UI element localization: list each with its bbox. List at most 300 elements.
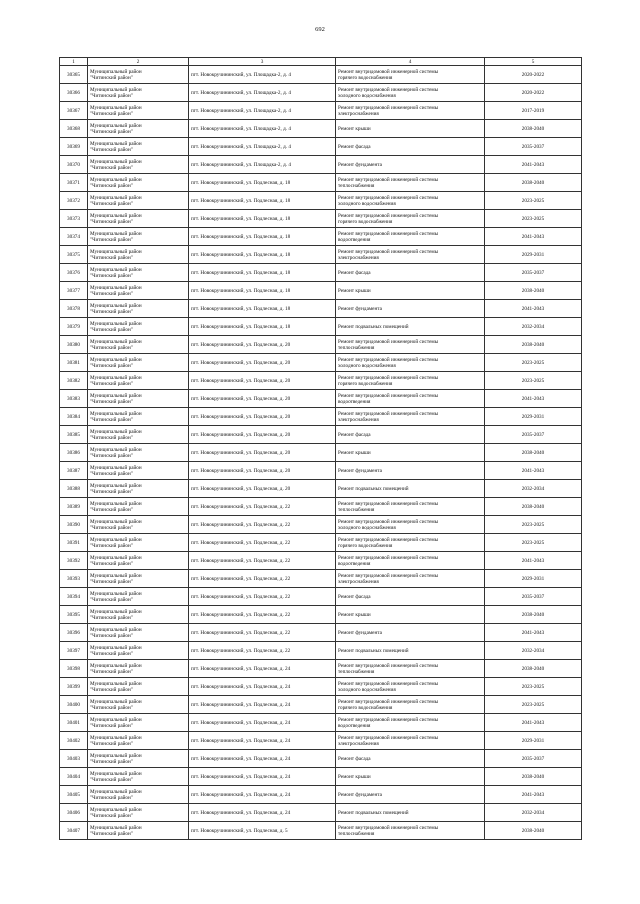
- municipality-line: "Читинский район": [90, 128, 133, 135]
- planned-period-cell: 2041-2043: [485, 552, 582, 570]
- address-cell: пгт. Новокручининский, ул. Подлесная, д. 20: [189, 426, 336, 444]
- row-number-cell: 30398: [60, 660, 88, 678]
- municipality-cell: [88, 426, 189, 444]
- planned-period-cell: 2041-2043: [485, 300, 582, 318]
- work-type-cell: [336, 138, 485, 156]
- municipality-cell: [88, 786, 189, 804]
- work-type-line: холодного водоснабжения: [338, 362, 396, 369]
- planned-period-cell: 2023-2025: [485, 354, 582, 372]
- address-cell: пгт. Новокручининский, ул. Подлесная, д. 18: [189, 192, 336, 210]
- address-cell: пгт. Новокручининский, ул. Подлесная, д. 18: [189, 300, 336, 318]
- work-type-cell: [336, 804, 485, 822]
- municipality-line: "Читинский район": [90, 542, 133, 549]
- municipality-line: Муниципальный район: [90, 356, 142, 363]
- municipality-cell: [88, 138, 189, 156]
- work-type-line: электроснабжения: [338, 110, 379, 117]
- municipality-line: Муниципальный район: [90, 338, 142, 345]
- work-type-cell: [336, 210, 485, 228]
- address-cell: пгт. Новокручининский, ул. Подлесная, д. 24: [189, 696, 336, 714]
- table-row: [60, 570, 582, 588]
- work-type-line: Ремонт внутридомовой инженерной системы: [338, 212, 439, 219]
- work-type-line: электроснабжения: [338, 416, 379, 423]
- address-cell: пгт. Новокручининский, ул. Подлесная, д. 20: [189, 354, 336, 372]
- work-type-cell: [336, 480, 485, 498]
- planned-period-cell: 2023-2025: [485, 516, 582, 534]
- municipality-line: "Читинский район": [90, 164, 133, 171]
- work-type-cell: [336, 426, 485, 444]
- address-cell: пгт. Новокручининский, ул. Площадка-2, д. 4: [189, 84, 336, 102]
- planned-period-cell: 2038-2040: [485, 444, 582, 462]
- municipality-line: "Читинский район": [90, 254, 133, 261]
- row-number-cell: 30370: [60, 156, 88, 174]
- municipality-line: "Читинский район": [90, 524, 133, 531]
- work-type-cell: [336, 84, 485, 102]
- municipality-line: Муниципальный район: [90, 212, 142, 219]
- table-row: [60, 138, 582, 156]
- planned-period-cell: 2041-2043: [485, 786, 582, 804]
- municipality-line: "Читинский район": [90, 686, 133, 693]
- municipality-line: "Читинский район": [90, 650, 133, 657]
- repair-schedule-table: [59, 57, 582, 840]
- planned-period-cell: 2023-2025: [485, 372, 582, 390]
- work-type-line: Ремонт крыши: [338, 125, 371, 132]
- row-number-cell: 30381: [60, 354, 88, 372]
- municipality-cell: [88, 552, 189, 570]
- municipality-line: "Читинский район": [90, 200, 133, 207]
- page-number: 692: [315, 26, 325, 33]
- table-row: [60, 102, 582, 120]
- municipality-cell: [88, 606, 189, 624]
- municipality-cell: [88, 246, 189, 264]
- work-type-line: Ремонт внутридомовой инженерной системы: [338, 662, 439, 669]
- municipality-line: Муниципальный район: [90, 194, 142, 201]
- municipality-cell: [88, 300, 189, 318]
- work-type-cell: [336, 786, 485, 804]
- row-number-cell: 30383: [60, 390, 88, 408]
- work-type-line: Ремонт фасада: [338, 755, 371, 762]
- work-type-line: Ремонт фасада: [338, 269, 371, 276]
- municipality-line: Муниципальный район: [90, 824, 142, 831]
- municipality-line: "Читинский район": [90, 812, 133, 819]
- table-row: [60, 84, 582, 102]
- municipality-cell: [88, 102, 189, 120]
- planned-period-cell: 2023-2025: [485, 210, 582, 228]
- work-type-cell: [336, 120, 485, 138]
- address-cell: пгт. Новокручининский, ул. Подлесная, д. 5: [189, 822, 336, 840]
- row-number-cell: 30395: [60, 606, 88, 624]
- planned-period-cell: 2029-2031: [485, 246, 582, 264]
- table-row: [60, 678, 582, 696]
- municipality-cell: [88, 804, 189, 822]
- work-type-line: теплоснабжения: [338, 668, 375, 675]
- municipality-line: Муниципальный район: [90, 752, 142, 759]
- municipality-line: "Читинский район": [90, 668, 133, 675]
- work-type-line: Ремонт внутридомовой инженерной системы: [338, 356, 439, 363]
- work-type-line: Ремонт подвальных помещений: [338, 647, 409, 654]
- municipality-line: Муниципальный район: [90, 608, 142, 615]
- municipality-line: Муниципальный район: [90, 374, 142, 381]
- work-type-cell: [336, 228, 485, 246]
- work-type-line: горячего водоснабжения: [338, 380, 393, 387]
- municipality-line: "Читинский район": [90, 758, 133, 765]
- column-header-2: 2: [88, 58, 189, 66]
- municipality-cell: [88, 408, 189, 426]
- municipality-line: Муниципальный район: [90, 302, 142, 309]
- address-cell: пгт. Новокручининский, ул. Подлесная, д. 24: [189, 750, 336, 768]
- municipality-line: Муниципальный район: [90, 698, 142, 705]
- planned-period-cell: 2041-2043: [485, 624, 582, 642]
- work-type-cell: [336, 570, 485, 588]
- work-type-line: Ремонт фасада: [338, 143, 371, 150]
- municipality-line: Муниципальный район: [90, 158, 142, 165]
- address-cell: пгт. Новокручининский, ул. Подлесная, д. 24: [189, 660, 336, 678]
- work-type-line: Ремонт фундамента: [338, 161, 382, 168]
- work-type-cell: [336, 174, 485, 192]
- municipality-cell: [88, 372, 189, 390]
- municipality-line: Муниципальный район: [90, 266, 142, 273]
- table-row: [60, 714, 582, 732]
- table-row: [60, 804, 582, 822]
- planned-period-cell: 2020-2022: [485, 66, 582, 84]
- table-body: [60, 66, 582, 840]
- address-cell: пгт. Новокручининский, ул. Подлесная, д. 18: [189, 264, 336, 282]
- municipality-line: Муниципальный район: [90, 230, 142, 237]
- row-number-cell: 30393: [60, 570, 88, 588]
- address-cell: пгт. Новокручининский, ул. Подлесная, д. 22: [189, 606, 336, 624]
- address-cell: пгт. Новокручининский, ул. Площадка-2, д. 4: [189, 66, 336, 84]
- address-cell: пгт. Новокручининский, ул. Подлесная, д. 22: [189, 588, 336, 606]
- address-cell: пгт. Новокручининский, ул. Площадка-2, д. 4: [189, 156, 336, 174]
- municipality-line: Муниципальный район: [90, 500, 142, 507]
- work-type-cell: [336, 660, 485, 678]
- address-cell: пгт. Новокручининский, ул. Подлесная, д. 18: [189, 228, 336, 246]
- work-type-cell: [336, 66, 485, 84]
- work-type-line: электроснабжения: [338, 740, 379, 747]
- work-type-line: Ремонт внутридомовой инженерной системы: [338, 698, 439, 705]
- table-row: [60, 516, 582, 534]
- planned-period-cell: 2041-2043: [485, 462, 582, 480]
- table-row: [60, 768, 582, 786]
- table-row: [60, 408, 582, 426]
- municipality-line: "Читинский район": [90, 74, 133, 81]
- table-row: [60, 66, 582, 84]
- planned-period-cell: 2038-2040: [485, 768, 582, 786]
- row-number-cell: 30405: [60, 786, 88, 804]
- work-type-cell: [336, 264, 485, 282]
- municipality-line: "Читинский район": [90, 146, 133, 153]
- table-row: [60, 390, 582, 408]
- planned-period-cell: 2038-2040: [485, 606, 582, 624]
- work-type-line: водоотведения: [338, 398, 371, 405]
- work-type-cell: [336, 318, 485, 336]
- work-type-line: Ремонт внутридомовой инженерной системы: [338, 104, 439, 111]
- work-type-cell: [336, 750, 485, 768]
- planned-period-cell: 2023-2025: [485, 678, 582, 696]
- row-number-cell: 30389: [60, 498, 88, 516]
- column-header-3: 3: [189, 58, 336, 66]
- municipality-cell: [88, 156, 189, 174]
- work-type-line: Ремонт подвальных помещений: [338, 809, 409, 816]
- address-cell: пгт. Новокручининский, ул. Подлесная, д. 22: [189, 552, 336, 570]
- table-row: [60, 660, 582, 678]
- municipality-cell: [88, 390, 189, 408]
- table-row: [60, 210, 582, 228]
- municipality-line: "Читинский район": [90, 110, 133, 117]
- municipality-line: "Читинский район": [90, 614, 133, 621]
- table-row: [60, 282, 582, 300]
- work-type-cell: [336, 822, 485, 840]
- address-cell: пгт. Новокручининский, ул. Подлесная, д. 24: [189, 732, 336, 750]
- column-header-5: 5: [485, 58, 582, 66]
- planned-period-cell: 2038-2040: [485, 822, 582, 840]
- planned-period-cell: 2023-2025: [485, 696, 582, 714]
- planned-period-cell: 2041-2043: [485, 156, 582, 174]
- table-row: [60, 732, 582, 750]
- row-number-cell: 30374: [60, 228, 88, 246]
- planned-period-cell: 2023-2025: [485, 192, 582, 210]
- municipality-cell: [88, 120, 189, 138]
- work-type-cell: [336, 444, 485, 462]
- work-type-line: Ремонт внутридомовой инженерной системы: [338, 176, 439, 183]
- row-number-cell: 30373: [60, 210, 88, 228]
- row-number-cell: 30390: [60, 516, 88, 534]
- municipality-line: Муниципальный район: [90, 446, 142, 453]
- municipality-line: Муниципальный район: [90, 104, 142, 111]
- municipality-line: "Читинский район": [90, 704, 133, 711]
- address-cell: пгт. Новокручининский, ул. Площадка-2, д. 4: [189, 102, 336, 120]
- work-type-line: Ремонт внутридомовой инженерной системы: [338, 86, 439, 93]
- table-header: [60, 58, 582, 66]
- municipality-cell: [88, 588, 189, 606]
- municipality-line: "Читинский район": [90, 596, 133, 603]
- work-type-line: Ремонт подвальных помещений: [338, 323, 409, 330]
- work-type-line: Ремонт внутридомовой инженерной системы: [338, 338, 439, 345]
- row-number-cell: 30375: [60, 246, 88, 264]
- planned-period-cell: 2032-2034: [485, 318, 582, 336]
- work-type-line: Ремонт внутридомовой инженерной системы: [338, 716, 439, 723]
- row-number-cell: 30371: [60, 174, 88, 192]
- planned-period-cell: 2038-2040: [485, 498, 582, 516]
- municipality-cell: [88, 570, 189, 588]
- planned-period-cell: 2035-2037: [485, 426, 582, 444]
- municipality-line: "Читинский район": [90, 776, 133, 783]
- planned-period-cell: 2035-2037: [485, 264, 582, 282]
- row-number-cell: 30377: [60, 282, 88, 300]
- row-number-cell: 30392: [60, 552, 88, 570]
- work-type-line: водоотведения: [338, 722, 371, 729]
- address-cell: пгт. Новокручининский, ул. Подлесная, д. 22: [189, 498, 336, 516]
- municipality-line: Муниципальный район: [90, 410, 142, 417]
- work-type-line: Ремонт крыши: [338, 287, 371, 294]
- municipality-line: "Читинский район": [90, 326, 133, 333]
- address-cell: пгт. Новокручининский, ул. Подлесная, д. 18: [189, 210, 336, 228]
- address-cell: пгт. Новокручининский, ул. Подлесная, д. 22: [189, 534, 336, 552]
- work-type-line: горячего водоснабжения: [338, 74, 393, 81]
- table-row: [60, 624, 582, 642]
- work-type-line: Ремонт внутридомовой инженерной системы: [338, 554, 439, 561]
- municipality-line: Муниципальный район: [90, 716, 142, 723]
- table-row: [60, 786, 582, 804]
- row-number-cell: 30401: [60, 714, 88, 732]
- work-type-cell: [336, 606, 485, 624]
- work-type-cell: [336, 768, 485, 786]
- row-number-cell: 30388: [60, 480, 88, 498]
- header-row: [60, 58, 582, 66]
- work-type-line: теплоснабжения: [338, 182, 375, 189]
- table-row: [60, 426, 582, 444]
- municipality-line: "Читинский район": [90, 380, 133, 387]
- planned-period-cell: 2038-2040: [485, 174, 582, 192]
- table-row: [60, 246, 582, 264]
- work-type-line: горячего водоснабжения: [338, 704, 393, 711]
- municipality-cell: [88, 624, 189, 642]
- work-type-line: Ремонт внутридомовой инженерной системы: [338, 194, 439, 201]
- municipality-line: Муниципальный район: [90, 122, 142, 129]
- work-type-cell: [336, 714, 485, 732]
- work-type-line: Ремонт фундамента: [338, 467, 382, 474]
- work-type-line: теплоснабжения: [338, 506, 375, 513]
- municipality-line: "Читинский район": [90, 722, 133, 729]
- work-type-cell: [336, 696, 485, 714]
- work-type-line: Ремонт внутридомовой инженерной системы: [338, 518, 439, 525]
- municipality-cell: [88, 192, 189, 210]
- work-type-line: Ремонт внутридомовой инженерной системы: [338, 572, 439, 579]
- municipality-line: Муниципальный район: [90, 770, 142, 777]
- work-type-line: Ремонт внутридомовой инженерной системы: [338, 392, 439, 399]
- municipality-line: Муниципальный район: [90, 86, 142, 93]
- table-row: [60, 300, 582, 318]
- planned-period-cell: 2029-2031: [485, 732, 582, 750]
- work-type-line: Ремонт фундамента: [338, 791, 382, 798]
- planned-period-cell: 2041-2043: [485, 228, 582, 246]
- table-row: [60, 228, 582, 246]
- municipality-cell: [88, 318, 189, 336]
- municipality-line: Муниципальный район: [90, 320, 142, 327]
- municipality-line: Муниципальный район: [90, 392, 142, 399]
- work-type-line: Ремонт подвальных помещений: [338, 485, 409, 492]
- table-row: [60, 750, 582, 768]
- table-row: [60, 354, 582, 372]
- municipality-cell: [88, 822, 189, 840]
- municipality-line: Муниципальный район: [90, 518, 142, 525]
- row-number-cell: 30366: [60, 84, 88, 102]
- municipality-line: Муниципальный район: [90, 572, 142, 579]
- municipality-line: "Читинский район": [90, 470, 133, 477]
- municipality-line: "Читинский район": [90, 344, 133, 351]
- planned-period-cell: 2032-2034: [485, 804, 582, 822]
- table-row: [60, 120, 582, 138]
- table-row: [60, 498, 582, 516]
- address-cell: пгт. Новокручининский, ул. Подлесная, д. 20: [189, 372, 336, 390]
- municipality-cell: [88, 210, 189, 228]
- address-cell: пгт. Новокручининский, ул. Подлесная, д. 24: [189, 804, 336, 822]
- work-type-line: горячего водоснабжения: [338, 218, 393, 225]
- row-number-cell: 30403: [60, 750, 88, 768]
- row-number-cell: 30391: [60, 534, 88, 552]
- municipality-line: Муниципальный район: [90, 644, 142, 651]
- municipality-line: "Читинский район": [90, 290, 133, 297]
- municipality-cell: [88, 336, 189, 354]
- row-number-cell: 30400: [60, 696, 88, 714]
- municipality-line: Муниципальный район: [90, 428, 142, 435]
- planned-period-cell: 2038-2040: [485, 282, 582, 300]
- work-type-line: Ремонт внутридомовой инженерной системы: [338, 734, 439, 741]
- work-type-line: Ремонт внутридомовой инженерной системы: [338, 500, 439, 507]
- address-cell: пгт. Новокручининский, ул. Подлесная, д. 18: [189, 282, 336, 300]
- table-row: [60, 588, 582, 606]
- work-type-line: холодного водоснабжения: [338, 92, 396, 99]
- work-type-cell: [336, 282, 485, 300]
- work-type-cell: [336, 372, 485, 390]
- address-cell: пгт. Новокручининский, ул. Подлесная, д. 24: [189, 678, 336, 696]
- table-row: [60, 156, 582, 174]
- address-cell: пгт. Новокручининский, ул. Подлесная, д. 20: [189, 408, 336, 426]
- work-type-cell: [336, 246, 485, 264]
- table-row: [60, 642, 582, 660]
- work-type-cell: [336, 408, 485, 426]
- municipality-line: "Читинский район": [90, 416, 133, 423]
- municipality-line: Муниципальный район: [90, 482, 142, 489]
- municipality-line: "Читинский район": [90, 632, 133, 639]
- address-cell: пгт. Новокручининский, ул. Подлесная, д. 20: [189, 444, 336, 462]
- address-cell: пгт. Новокручининский, ул. Подлесная, д. 20: [189, 336, 336, 354]
- work-type-cell: [336, 534, 485, 552]
- address-cell: пгт. Новокручининский, ул. Подлесная, д. 22: [189, 516, 336, 534]
- row-number-cell: 30384: [60, 408, 88, 426]
- municipality-cell: [88, 534, 189, 552]
- municipality-cell: [88, 768, 189, 786]
- row-number-cell: 30402: [60, 732, 88, 750]
- row-number-cell: 30396: [60, 624, 88, 642]
- municipality-line: Муниципальный район: [90, 248, 142, 255]
- municipality-cell: [88, 282, 189, 300]
- table-row: [60, 174, 582, 192]
- municipality-line: "Читинский район": [90, 488, 133, 495]
- address-cell: пгт. Новокручининский, ул. Подлесная, д. 18: [189, 174, 336, 192]
- work-type-line: электроснабжения: [338, 254, 379, 261]
- municipality-cell: [88, 660, 189, 678]
- table-row: [60, 444, 582, 462]
- municipality-line: "Читинский район": [90, 560, 133, 567]
- table-row: [60, 696, 582, 714]
- row-number-cell: 30365: [60, 66, 88, 84]
- municipality-line: Муниципальный район: [90, 176, 142, 183]
- work-type-line: Ремонт фундамента: [338, 629, 382, 636]
- municipality-line: Муниципальный район: [90, 464, 142, 471]
- work-type-line: Ремонт внутридомовой инженерной системы: [338, 248, 439, 255]
- address-cell: пгт. Новокручининский, ул. Площадка-2, д. 4: [189, 120, 336, 138]
- table-row: [60, 264, 582, 282]
- work-type-cell: [336, 156, 485, 174]
- planned-period-cell: 2041-2043: [485, 714, 582, 732]
- planned-period-cell: 2020-2022: [485, 84, 582, 102]
- address-cell: пгт. Новокручининский, ул. Подлесная, д. 18: [189, 246, 336, 264]
- row-number-cell: 30378: [60, 300, 88, 318]
- work-type-cell: [336, 390, 485, 408]
- municipality-line: "Читинский район": [90, 236, 133, 243]
- work-type-line: электроснабжения: [338, 578, 379, 585]
- column-header-4: 4: [336, 58, 485, 66]
- table-row: [60, 192, 582, 210]
- municipality-cell: [88, 750, 189, 768]
- municipality-cell: [88, 66, 189, 84]
- row-number-cell: 30404: [60, 768, 88, 786]
- table-row: [60, 480, 582, 498]
- municipality-line: "Читинский район": [90, 308, 133, 315]
- table-row: [60, 318, 582, 336]
- table-row: [60, 822, 582, 840]
- municipality-line: Муниципальный район: [90, 68, 142, 75]
